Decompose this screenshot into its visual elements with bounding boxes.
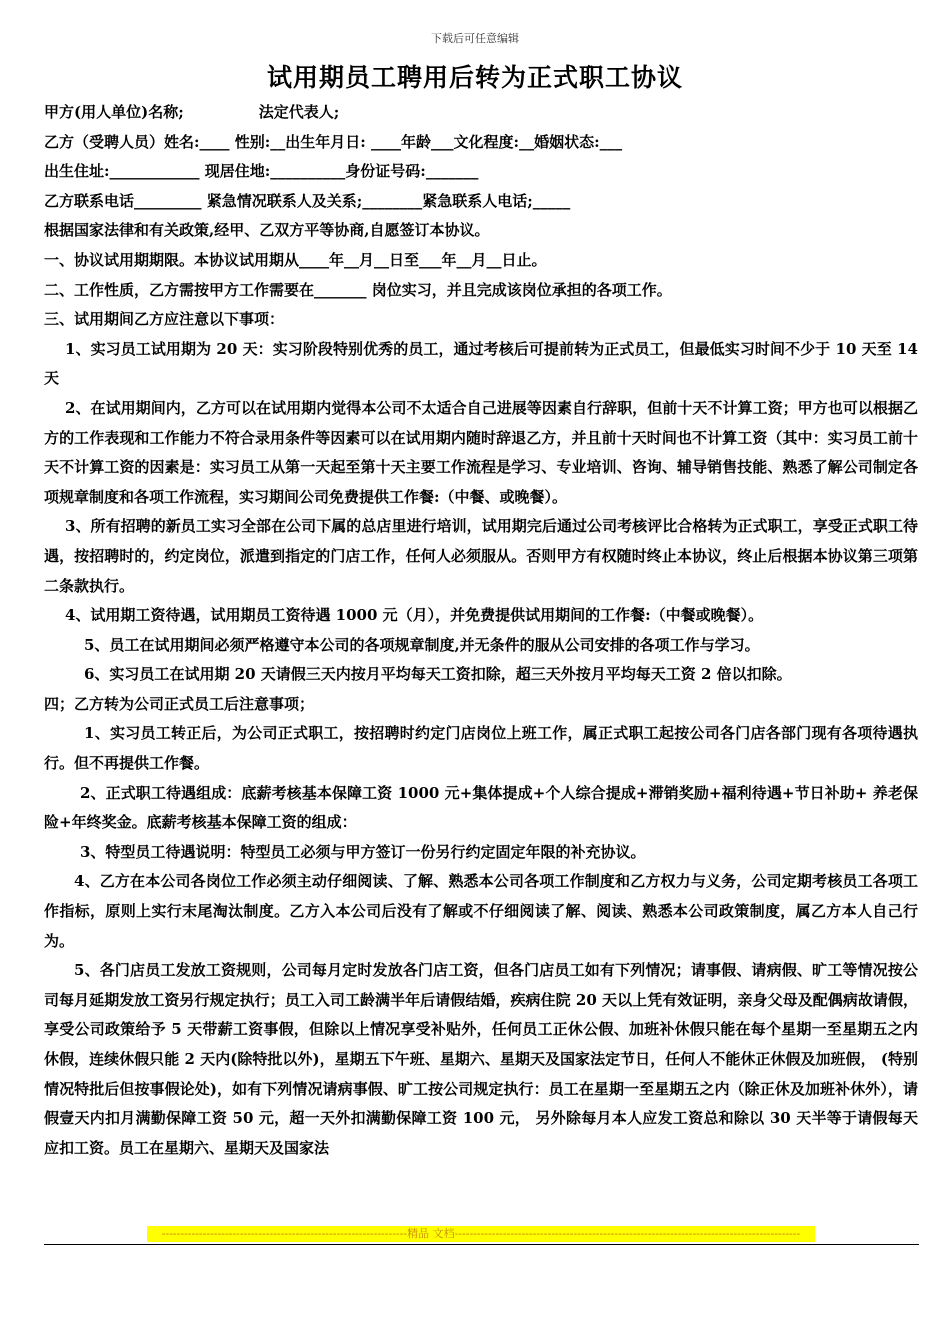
preamble: 根据国家法律和有关政策,经甲、乙双方平等协商,自愿签订本协议。: [44, 221, 490, 240]
clause-3-item-6: 6、实习员工在试用期 20 天请假三天内按月平均每天工资扣除，超三天外按月平均每天工资 2 倍以扣除。: [84, 665, 792, 684]
clause-1: 一、协议试用期期限。本协议试用期从____年__月__日至___年__月__日止。: [44, 250, 547, 269]
contact-line: 乙方联系电话_________ 紧急情况联系人及关系;________紧急联系人电话;_____: [44, 191, 571, 210]
party-a-line: 甲方(用人单位)名称; 法定代表人;: [44, 103, 340, 121]
clause-3-item-3: 3、所有招聘的新员工实习全部在公司下属的总店里进行培训，试用期完后通过公司考核评比合格转为正式职工，享受正式职工待遇，按招聘时的，约定岗位，派遣到指定的门店工作，任何人必须服从。否则甲方有权随时终止本协议，终止后根据本协议第三项第二条款执行。: [44, 517, 918, 595]
clause-3-item-4: 4、试用期工资待遇，试用期员工资待遇 1000 元（月），并免费提供试用期间的工作餐:（中餐或晚餐）。: [65, 606, 764, 625]
document-body: [44, 98, 918, 1163]
clause-3-item-1: 1、实习员工试用期为 20 天：实习阶段特别优秀的员工，通过考核后可提前转为正式员工，但最低实习时间不少于 10 天至 14 天: [44, 339, 918, 388]
clause-4-item-5: 5、各门店员工发放工资规则，公司每月定时发放各门店工资，但各门店员工如有下列情况；请事假、请病假、旷工等情况按公司每月延期发放工资另行规定执行；员工入司工龄满半年后请假结婚，疾病住院 20 天以上凭有效证明，亲身父母及配偶病故请假，享受公司政策给予 5 天带薪工资事假，但除以上情况享受补贴外，任何员工正休公假、加班补休假只能在每个星期一至星期五之内休假，连续休假只能 2 天内(除特批以外)，星期五下午班、星期六、星期天及国家法定节日，任何人不能休正休假及加班假， (特别情况特批后但按事假论处)，如有下列情况请病事假、旷工按公司规定执行：员工在星期一至星期五之内（除正休及加班补休外），请假壹天内扣月满勤保障工资 50 元，超一天外扣满勤保障工资 100 元， 另外除每月本人应发工资总和除以 30 天半等于请假每天应扣工资。员工在星期六、星期天及国家法: [44, 961, 918, 1157]
party-b-line: 乙方（受聘人员）姓名:____ 性别:__出生年月日: ____年龄___文化程度:__婚姻状态:___: [44, 132, 623, 151]
clause-4-heading: 四；乙方转为公司正式员工后注意事项；: [44, 694, 315, 713]
footer-band: ------------------------------------------------------------------精品 文档---------------------------------------------------------------------------------------------: [147, 1226, 815, 1242]
clause-3-item-2: 2、在试用期间内，乙方可以在试用期内觉得本公司不太适合自己进展等因素自行辞职，但前十天不计算工资；甲方也可以根据乙方的工作表现和工作能力不符合录用条件等因素可以在试用期内随时辞退乙方，并且前十天时间也不计算工资（其中：实习员工前十天不计算工资的因素是：实习员工从第一天起至第十天主要工作流程是学习、专业培训、咨询、辅导销售技能、熟悉了解公司制定各项规章制度和各项工作流程，实习期间公司免费提供工作餐:（中餐、或晚餐）。: [44, 398, 918, 506]
clause-4-item-1: 1、实习员工转正后，为公司正式职工，按招聘时约定门店岗位上班工作，属正式职工起按公司各门店各部门现有各项待遇执行。但不再提供工作餐。: [44, 724, 918, 773]
document-title: 试用期员工聘用后转为正式职工协议: [266, 63, 683, 92]
footer-rule: [44, 1244, 919, 1245]
clause-3-item-5: 5、员工在试用期间必须严格遵守本公司的各项规章制度,并无条件的服从公司安排的各项工作与学习。: [84, 635, 760, 654]
address-line: 出生住址:____________ 现居住地:__________身份证号码:_______: [44, 162, 479, 181]
clause-3-heading: 三、试用期间乙方应注意以下事项：: [44, 310, 285, 329]
clause-4-item-4: 4、乙方在本公司各岗位工作必须主动仔细阅读、了解、熟悉本公司各项工作制度和乙方权力与义务，公司定期考核员工各项工作指标，原则上实行末尾淘汰制度。乙方入本公司后没有了解或不仔细阅读了解、阅读、熟悉本公司政策制度，属乙方本人自己行为。: [44, 872, 918, 950]
clause-4-item-2: 2、正式职工待遇组成：底薪考核基本保障工资 1000 元+集体提成+个人综合提成+滞销奖励+福利待遇+节日补助+ 养老保险+年终奖金。底薪考核基本保障工资的组成：: [44, 783, 918, 832]
clause-2: 二、工作性质，乙方需按甲方工作需要在_______ 岗位实习，并且完成该岗位承担的各项工作。: [44, 280, 672, 299]
header-note: 下载后可任意编辑: [431, 32, 519, 45]
clause-4-item-3: 3、特型员工待遇说明：特型员工必须与甲方签订一份另行约定固定年限的补充协议。: [80, 842, 646, 861]
